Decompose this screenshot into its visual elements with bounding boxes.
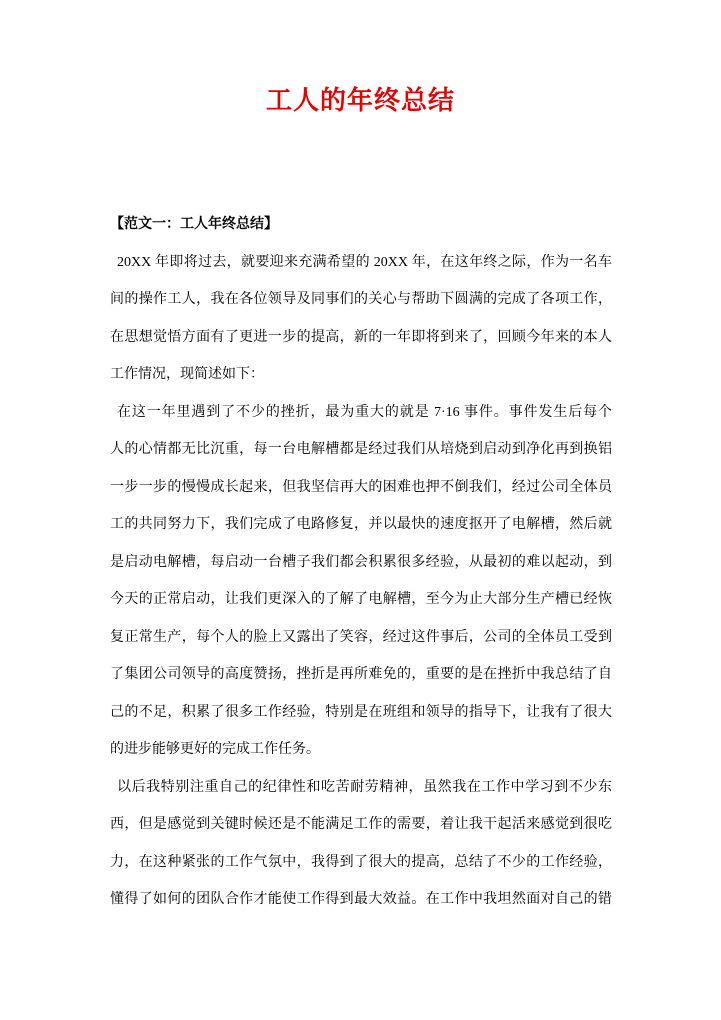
text-line: 间的操作工人，我在各位领导及同事们的关心与帮助下圆满的完成了各项工作， (110, 292, 612, 307)
paragraph (110, 769, 612, 919)
text-line: 一步一步的慢慢成长起来，但我坚信再大的困难也押不倒我们，经过公司全体员 (110, 479, 612, 495)
text-line: 懂得了如何的团队合作才能使工作得到最大效益。在工作中我坦然面对自己的错 (110, 892, 612, 907)
document-title: 工人的年终总结 (265, 86, 455, 115)
section-heading: 【范文一：工人年终总结】 (110, 217, 278, 232)
text-line: 今天的正常启动，让我们更深入的了解了电解槽，至今为止大部分生产槽已经恢 (110, 592, 612, 607)
text-line: 工作情况，现简述如下： (110, 367, 264, 382)
text-line: 人的心情都无比沉重，每一台电解槽都是经过我们从培烧到启动到净化再到换铝 (110, 442, 612, 457)
text-line: 20XX 年即将过去，就要迎来充满希望的 20XX 年，在这年终之际，作为一名车 (117, 254, 612, 270)
text-line: 在思想觉悟方面有了更进一步的提高，新的一年即将到来了，回顾今年来的本人 (110, 329, 612, 345)
text-line: 在这一年里遇到了不少的挫折，最为重大的就是 7·16 事件。事件发生后每个 (117, 404, 612, 420)
text-line: 工的共同努力下，我们完成了电路修复，并以最快的速度抠开了电解槽，然后就 (110, 517, 612, 532)
paragraph (110, 394, 612, 769)
document-body (110, 206, 612, 919)
text-line: 以后我特别注重自己的纪律性和吃苦耐劳精神，虽然我在工作中学习到不少东 (117, 779, 612, 795)
text-line: 是启动电解槽，每启动一台槽子我们都会积累很多经验，从最初的难以起动，到 (110, 554, 612, 570)
paragraph (110, 244, 612, 394)
text-line: 的进步能够更好的完成工作任务。 (110, 742, 320, 757)
text-line: 复正常生产，每个人的脸上又露出了笑容，经过这件事后，公司的全体员工受到 (110, 629, 612, 645)
text-line: 己的不足，积累了很多工作经验，特别是在班组和领导的指导下，让我有了很大 (110, 704, 612, 720)
text-line: 了集团公司领导的高度赞扬，挫折是再所难免的，重要的是在挫折中我总结了自 (110, 667, 612, 682)
text-line: 西，但是感觉到关键时候还是不能满足工作的需要，着让我干起活来感觉到很吃 (110, 817, 612, 832)
text-line: 力，在这种紧张的工作气氛中，我得到了很大的提高，总结了不少的工作经验， (110, 854, 612, 870)
